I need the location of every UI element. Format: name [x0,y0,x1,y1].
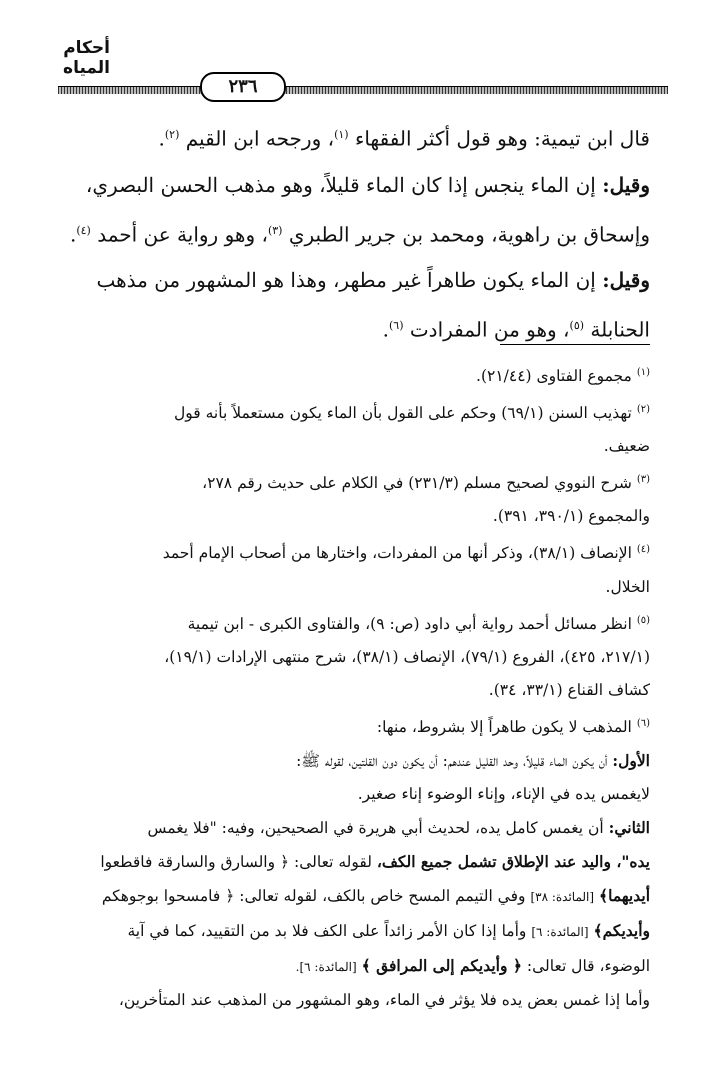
footnote-marker: (٥) [569,319,585,333]
footnote-marker: (١) [334,128,349,141]
paragraph-1: قال ابن تيمية: وهو قول أكثر الفقهاء $^{(١)}$، ورجحه ابن القيم $^{(٢)}$. [158,126,650,151]
footnote-1: $^{(١)}$ مجموع الفتاوى (٢١/٤٤). [476,367,650,386]
footnote-6: $^{(٦)}$ المذهب لا يكون طاهراً إلا بشروط، منها: [376,717,650,736]
paragraph-3: وقيل: إن الماء يكون طاهراً غير مطهر، وهذا هو المشهور من مذهب [96,268,650,293]
page-number: ٢٣٦ [200,72,286,102]
running-header-title: أحكام المياه [63,38,110,78]
footnotes [60,356,650,1017]
footnote-separator [500,344,650,345]
footnote-6-second: الثاني: أن يغمس كامل يده، لحديث أبي هريرة في الصحيحين، وفيه: "فلا يغمس [147,817,650,837]
quran-reference: [المائدة: ٦]. [295,959,357,974]
footnote-6-last: وأما إذا غمس بعض يده فلا يؤثر في الماء، وهو المشهور من المذهب عند المتأخرين، [118,990,650,1009]
footnote-4-cont: الخلال. [605,577,650,596]
paragraph-3-cont: الحنابلة $^{(٥)}$، وهو من المفرادت $^{(٦)}$. [382,317,650,342]
footnote-6-line-c: وأيديكم﴾ [المائدة: ٦] وأما إذا كان الأمر زائداً على الكف فلا بد من التقييد، كما في آية [127,920,650,940]
footnote-marker: (٦) [388,319,404,333]
footnote-6-line-b: أيديهما﴾ [المائدة: ٣٨] وفي التيمم المسح خاص بالكف، لقوله تعالى: ﴿ فامسحوا بوجوهكم [101,885,650,905]
paragraph-2-cont: وإسحاق بن راهوية، ومحمد بن جرير الطبري $^{(٣)}$، وهو رواية عن أحمد $^{(٤)}$. [69,222,650,247]
footnote-2-cont: ضعيف. [603,437,650,456]
paragraph-2: وقيل: إن الماء ينجس إذا كان الماء قليلاً، وهو مذهب الحسن البصري، [85,172,650,197]
footnote-5-cont: كشاف القناع (٣٣/١، ٣٤). [488,680,650,699]
footnote-4: $^{(٤)}$ الإنصاف (٣٨/١)، وذكر أنها من المفردات، واختارها من أصحاب الإمام أحمد [162,544,650,563]
quran-reference: [المائدة: ٣٨] [530,889,595,904]
footnote-marker: (٤) [76,223,91,237]
footnote-3-cont: والمجموع (٣٩٠/١، ٣٩١). [492,507,650,526]
body-text [60,112,650,353]
footnote-6-line-a: يده"، واليد عند الإطلاق تشمل جميع الكف، لقوله تعالى: ﴿ والسارق والسارقة فاقطعوا [100,851,650,871]
footnote-marker: (٣) [267,223,283,237]
footnote-marker: (٢) [164,128,180,141]
footnote-6-first: الأول: أن يكون الماء قليلاً، وحد القليل عندهم: أن يكون دون القلتين، لقوله ﷺ: [296,750,650,770]
footnote-6-line-d: الوضوء، قال تعالى: ﴿ وأيديكم إلى المرافق ﴾ [المائدة: ٦]. [295,955,650,975]
quran-reference: [المائدة: ٦] [531,924,589,939]
footnote-5-cont: (٢١٧/١، ٤٢٥)، الفروع (٧٩/١)، الإنصاف (٣٨/١)، شرح منتهى الإرادات (١٩/١)، [164,647,650,666]
footnote-3: $^{(٣)}$ شرح النووي لصحيح مسلم (٢٣١/٣) في الكلام على حديث رقم ٢٧٨، [202,474,650,493]
footnote-6-first-cont: لايغمس يده في الإناء، وإناء الوضوء إناء صغير. [357,784,650,803]
footnote-5: $^{(٥)}$ انظر مسائل أحمد رواية أبي داود (ص: ٩)، والفتاوى الكبرى - ابن تيمية [187,614,650,633]
footnote-2: $^{(٢)}$ تهذيب السنن (٦٩/١) وحكم على القول بأن الماء يكون مستعملاً بأنه قول [174,404,650,423]
header-rule [58,86,668,94]
